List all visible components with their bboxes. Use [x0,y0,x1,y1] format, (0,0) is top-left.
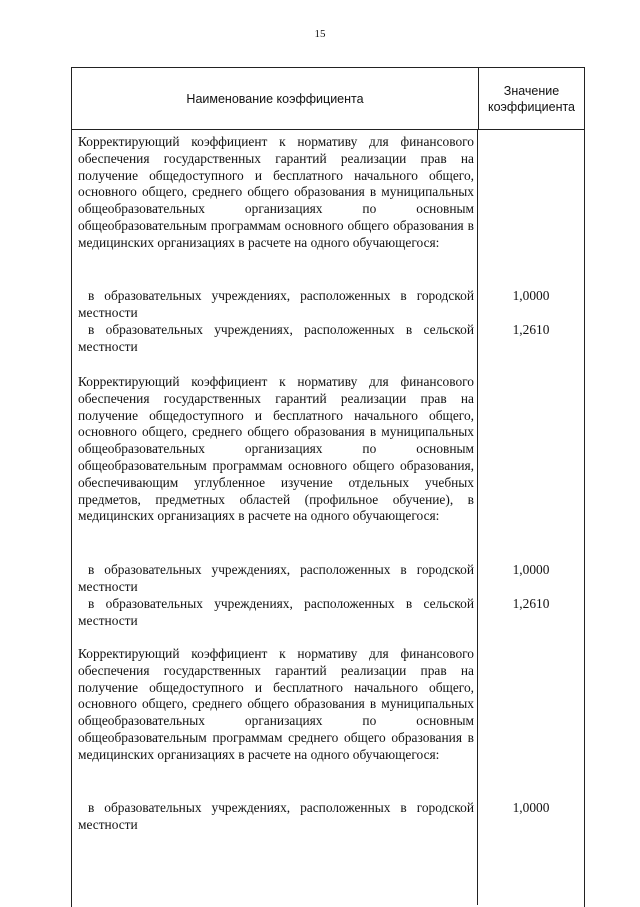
section-2-item-1-label: в образовательных учреждениях, расположенных в городской местности [78,562,474,594]
header-value-column: Значение коэффициента [487,83,576,114]
page-number: 15 [314,28,326,40]
section-3-item-1-value: 1,0000 [512,800,550,815]
table-header [71,67,585,130]
section-1-description: Корректирующий коэффициент к нормативу для финансового обеспечения государственных гарантий реализации прав на получение общедоступного и бесплатного начального общего, основного общего, среднего общего образования в муниципальных общеобразовательных организациях по основным общеобразовательным программам основного общего образования в медицинских организациях в расчете на одного обучающегося: [78,134,474,250]
column-divider [477,130,478,905]
section-1-item-2-label: в образовательных учреждениях, расположенных в сельской местности [78,322,474,354]
header-name-column: Наименование коэффициента [72,68,479,129]
section-1-item-1-value: 1,0000 [512,288,550,303]
section-2-item-1-value: 1,0000 [512,562,550,577]
section-2-description: Корректирующий коэффициент к нормативу для финансового обеспечения государственных гарантий реализации прав на получение общедоступного и бесплатного начального общего, основного общего, среднего общего образования в муниципальных общеобразовательных организациях по основным общеобразовательным программам основного общего образования, обеспечивающим углубленное изучение отдельных учебных предметов, предметных областей (профильное обучение), в медицинских организациях в расчете на одного обучающегося: [78,374,474,524]
section-2-item-2-label: в образовательных учреждениях, расположенных в сельской местности [78,596,474,628]
section-2-item-2-value: 1,2610 [512,596,550,611]
section-1-item-1-label: в образовательных учреждениях, расположенных в городской местности [78,288,474,320]
section-3-item-1-label: в образовательных учреждениях, расположенных в городской местности [78,800,474,832]
section-3-description: Корректирующий коэффициент к нормативу для финансового обеспечения государственных гарантий реализации прав на получение общедоступного и бесплатного начального общего, основного общего, среднего общего образования в муниципальных общеобразовательных организациях по основным общеобразовательным программам среднего общего образования в медицинских организациях в расчете на одного обучающегося: [78,646,474,762]
section-1-item-2-value: 1,2610 [512,322,550,337]
